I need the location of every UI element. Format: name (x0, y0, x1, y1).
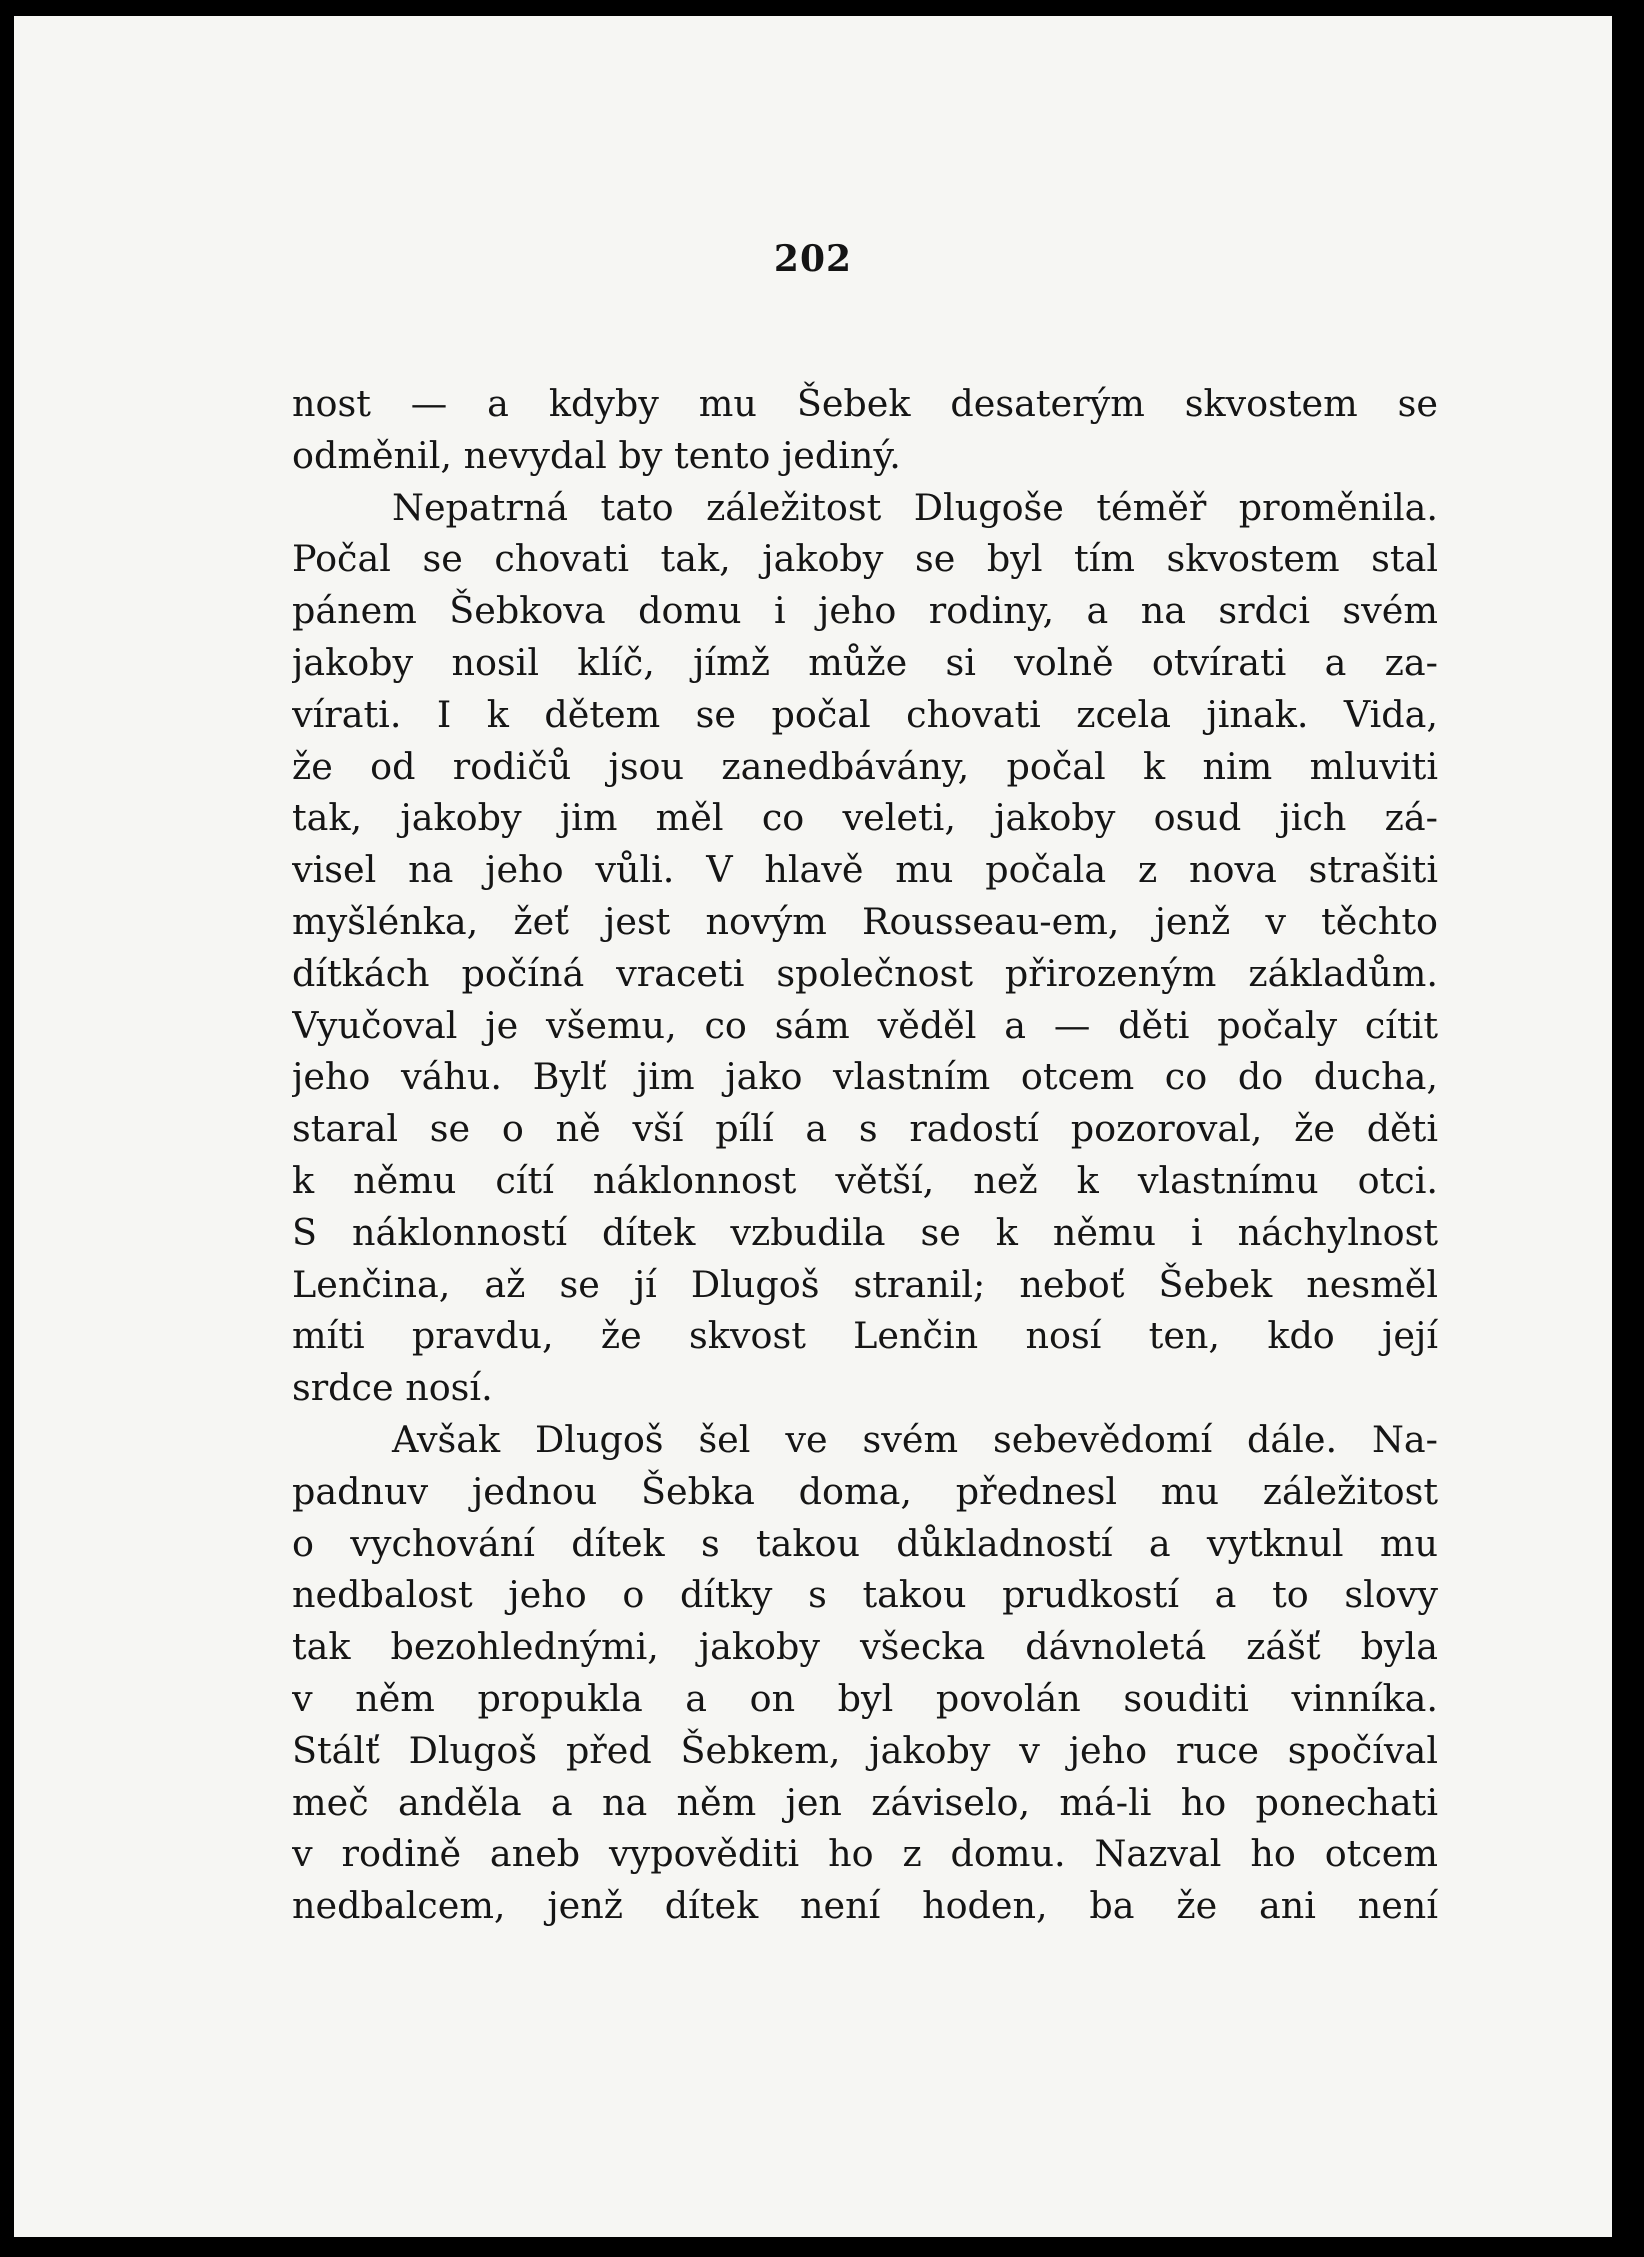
text-line: pánem Šebkova domu i jeho rodiny, a na srdci svém (292, 589, 1438, 633)
text-line: padnuv jednou Šebka doma, přednesl mu záležitost (292, 1469, 1438, 1513)
text-line: k němu cítí náklonnost větší, než k vlastnímu otci. (292, 1158, 1438, 1202)
text-line: tak, jakoby jim měl co veleti, jakoby osud jich zá- (292, 796, 1438, 840)
text-line: srdce nosí. (292, 1366, 493, 1410)
text-line: Avšak Dlugoš šel ve svém sebevědomí dále. Na- (392, 1417, 1438, 1461)
text-line: myšlénka, žeť jest novým Rousseau-em, jenž v těchto (292, 899, 1438, 943)
text-line: Lenčina, až se jí Dlugoš stranil; neboť Šebek nesměl (292, 1262, 1438, 1306)
text-line: odměnil, nevydal by tento jediný. (292, 433, 901, 477)
text-line: nedbalcem, jenž dítek není hoden, ba že ani není (292, 1884, 1438, 1928)
text-line: nedbalost jeho o dítky s takou prudkostí a to slovy (292, 1573, 1438, 1617)
text-line: Stálť Dlugoš před Šebkem, jakoby v jeho ruce spočíval (292, 1728, 1438, 1772)
text-line: tak bezohlednými, jakoby všecka dávnoletá zášť byla (292, 1625, 1438, 1669)
text-line: v rodině aneb vypověditi ho z domu. Nazval ho otcem (292, 1832, 1438, 1876)
text-line: meč anděla a na něm jen záviselo, má-li ho ponechati (292, 1780, 1438, 1824)
text-line: S náklonností dítek vzbudila se k němu i náchylnost (292, 1210, 1438, 1254)
book-page (14, 16, 1612, 2237)
text-line: Počal se chovati tak, jakoby se byl tím skvostem stal (292, 537, 1438, 581)
text-line: jeho váhu. Bylť jim jako vlastním otcem co do ducha, (292, 1055, 1438, 1099)
text-line: staral se o ně vší pílí a s radostí pozoroval, že děti (292, 1107, 1438, 1151)
text-line: vírati. I k dětem se počal chovati zcela jinak. Vida, (292, 692, 1438, 736)
text-line: že od rodičů jsou zanedbávány, počal k nim mluviti (292, 744, 1438, 788)
text-line: Nepatrná tato záležitost Dlugoše téměř proměnila. (392, 485, 1438, 529)
text-line: jakoby nosil klíč, jímž může si volně otvírati a za- (292, 640, 1438, 684)
text-line: dítkách počíná vraceti společnost přirozeným základům. (292, 951, 1438, 995)
text-line: visel na jeho vůli. V hlavě mu počala z nova strašiti (292, 848, 1438, 892)
text-line: Vyučoval je všemu, co sám věděl a — děti počaly cítit (292, 1003, 1438, 1047)
text-line: v něm propukla a on byl povolán souditi vinníka. (292, 1676, 1438, 1720)
text-line: o vychování dítek s takou důkladností a vytknul mu (292, 1521, 1438, 1565)
text-line: nost — a kdyby mu Šebek desaterým skvostem se (292, 382, 1438, 425)
page-text (292, 378, 1438, 1932)
text-line: míti pravdu, že skvost Lenčin nosí ten, kdo její (292, 1314, 1438, 1358)
page-number: 202 (773, 238, 853, 280)
